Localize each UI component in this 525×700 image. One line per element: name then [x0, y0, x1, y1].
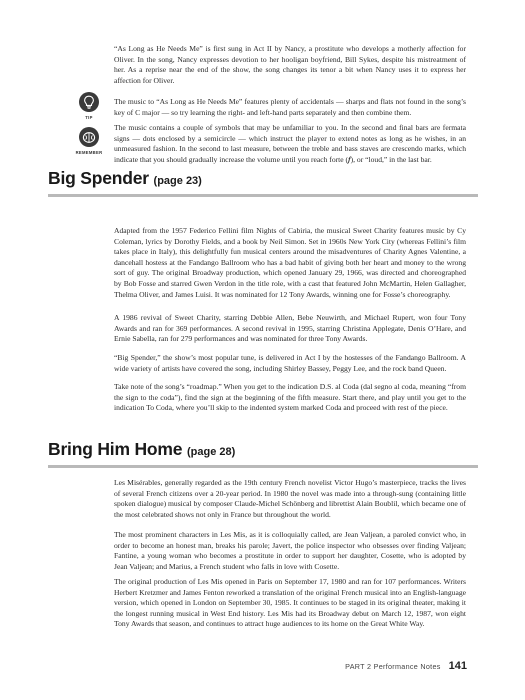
body-text: “Big Spender,” the show’s most popular tune, is delivered in Act I by the hostesses of the Fandango Ballroom. A wide variety of artists have covered the song, including Shirley Bassey, Peggy Lee, and the rock band Queen.: [114, 353, 466, 373]
section-heading-big-spender: [48, 168, 478, 197]
big-spender-paragraph-2: [114, 313, 466, 345]
body-text: Take note of the song’s “roadmap.” When you get to the indication D.S. al Coda (dal segno al coda, meaning “from the sign to the coda”), find the sign at the beginning of the fifth measure. Start there, and play until you get to the indication To Coda, where you’ll skip to the indented system marked Coda and proceed with rest of the piece.: [114, 382, 466, 413]
page-footer: [345, 660, 467, 672]
intro-text: “As Long as He Needs Me” is first sung in Act II by Nancy, a prostitute who develops a motherly affection for Oliver. In the song, Nancy expresses devotion to her hooligan boyfriend, Bill Sykes, despite his mistreatment of her. As a reprise near the end of the show, the song changes its tenor a bit when Nancy uses it to express her affection for Oliver.: [114, 44, 466, 85]
remember-icon: [79, 127, 99, 147]
remember-marker: [72, 127, 106, 155]
remember-text: The music contains a couple of symbols that may be unfamiliar to you. In the second and final bars are fermata signs — dots enclosed by a semicircle — which instruct the player to extend notes as long as he wishes, in an unmeasured fashion. In the second to last measure, between the treble and bass staves are crescendo marks, which indicate that you should gradually increase the volume until you reach forte (𝆑), or “loud,” in the last bar.: [114, 123, 466, 164]
intro-paragraph: [114, 44, 466, 86]
tip-marker: [72, 92, 106, 120]
body-text: Adapted from the 1957 Federico Fellini film Nights of Cabiria, the musical Sweet Charity features music by Cy Coleman, lyrics by Dorothy Fields, and a book by Neil Simon. Set in 1960s New York City (whereas Fellini’s film takes place in Italy), this delightfully fun musical centers around the misadventures of Charity Agnes Valentine, a dancehall hostess at the Fandango Ballroom who has a bad habit of giving both her heart and money to the wrong sort of guy. The original Broadway production, which opened January 29, 1966, was directed and choreographed by Bob Fosse and starred Gwen Verdon in the title role, with a cast that featured John McMartin, Helen Gallagher, Thelma Oliver, and James Luisi. It was nominated for 12 Tony Awards, winning one for Fosse’s choreography.: [114, 226, 466, 299]
body-text: The most prominent characters in Les Mis, as it is colloquially called, are Jean Valjean, a paroled convict who, in order to become an honest man, breaks his parole; Javert, the police inspector who obsesses over finding Valjean; Fantine, a young woman who becomes a prostitute in order to support her daughter, Cosette, who is adopted by Jean Valjean; and Marius, a French student who falls in love with Cosette.: [114, 530, 466, 571]
bring-him-home-paragraph-3: [114, 577, 466, 630]
body-text: The original production of Les Mis opened in Paris on September 17, 1980 and ran for 107 performances. Writers Herbert Kretzmer and James Fenton reworked a translation of the original French musical into an English-language version, which opened in London on September 30, 1985. It continues to be staged in its original theater, making it the longest running musical in West End history. Les Mis had its Broadway debut on March 12, 1987, won eight Tony Awards that season, and continues to attract huge audiences to its home on the Great White Way.: [114, 577, 466, 629]
section-page-ref: (page 23): [153, 175, 202, 187]
tip-text: The music to “As Long as He Needs Me” features plenty of accidentals — sharps and flats not found in the song’s key of C major — so try learning the right- and left-hand parts separately and then combine them.: [114, 97, 466, 117]
section-title: [48, 168, 478, 192]
page-number: 141: [448, 660, 467, 672]
big-spender-paragraph-3: [114, 353, 466, 374]
remember-label: REMEMBER: [75, 150, 103, 155]
bring-him-home-paragraph-1: [114, 478, 466, 520]
section-title-text: Bring Him Home: [48, 439, 183, 459]
section-title: [48, 439, 478, 463]
tip-paragraph: [114, 97, 466, 118]
section-heading-bring-him-home: [48, 439, 478, 468]
body-text: Les Misérables, generally regarded as the 19th century French novelist Victor Hugo’s masterpiece, tracks the lives of several French citizens over a 20-year period. In 1980 the novel was made into a through-sung (containing little spoken dialogue) musical by composer Claude-Michel Schönberg and librettist Alain Boublil, which became one of the most celebrated shows not only in France but throughout the world.: [114, 478, 466, 519]
tip-label: TIP: [85, 115, 93, 120]
remember-paragraph: [114, 123, 466, 165]
lightbulb-icon: [79, 92, 99, 112]
section-rule: [48, 465, 478, 468]
bring-him-home-paragraph-2: [114, 530, 466, 572]
section-title-text: Big Spender: [48, 168, 149, 188]
big-spender-paragraph-1: [114, 226, 466, 300]
running-head: PART 2 Performance Notes: [345, 662, 441, 671]
body-text: A 1986 revival of Sweet Charity, starring Debbie Allen, Bebe Neuwirth, and Michael Rupert, won four Tony Awards and ran for 369 performances. A second revival in 1995, starring Christina Applegate, Denis O’Hare, and Ernie Sabella, ran for 279 performances and was nominated for three Tony Awards.: [114, 313, 466, 344]
big-spender-paragraph-4: [114, 382, 466, 414]
section-rule: [48, 194, 478, 197]
section-page-ref: (page 28): [186, 446, 236, 458]
